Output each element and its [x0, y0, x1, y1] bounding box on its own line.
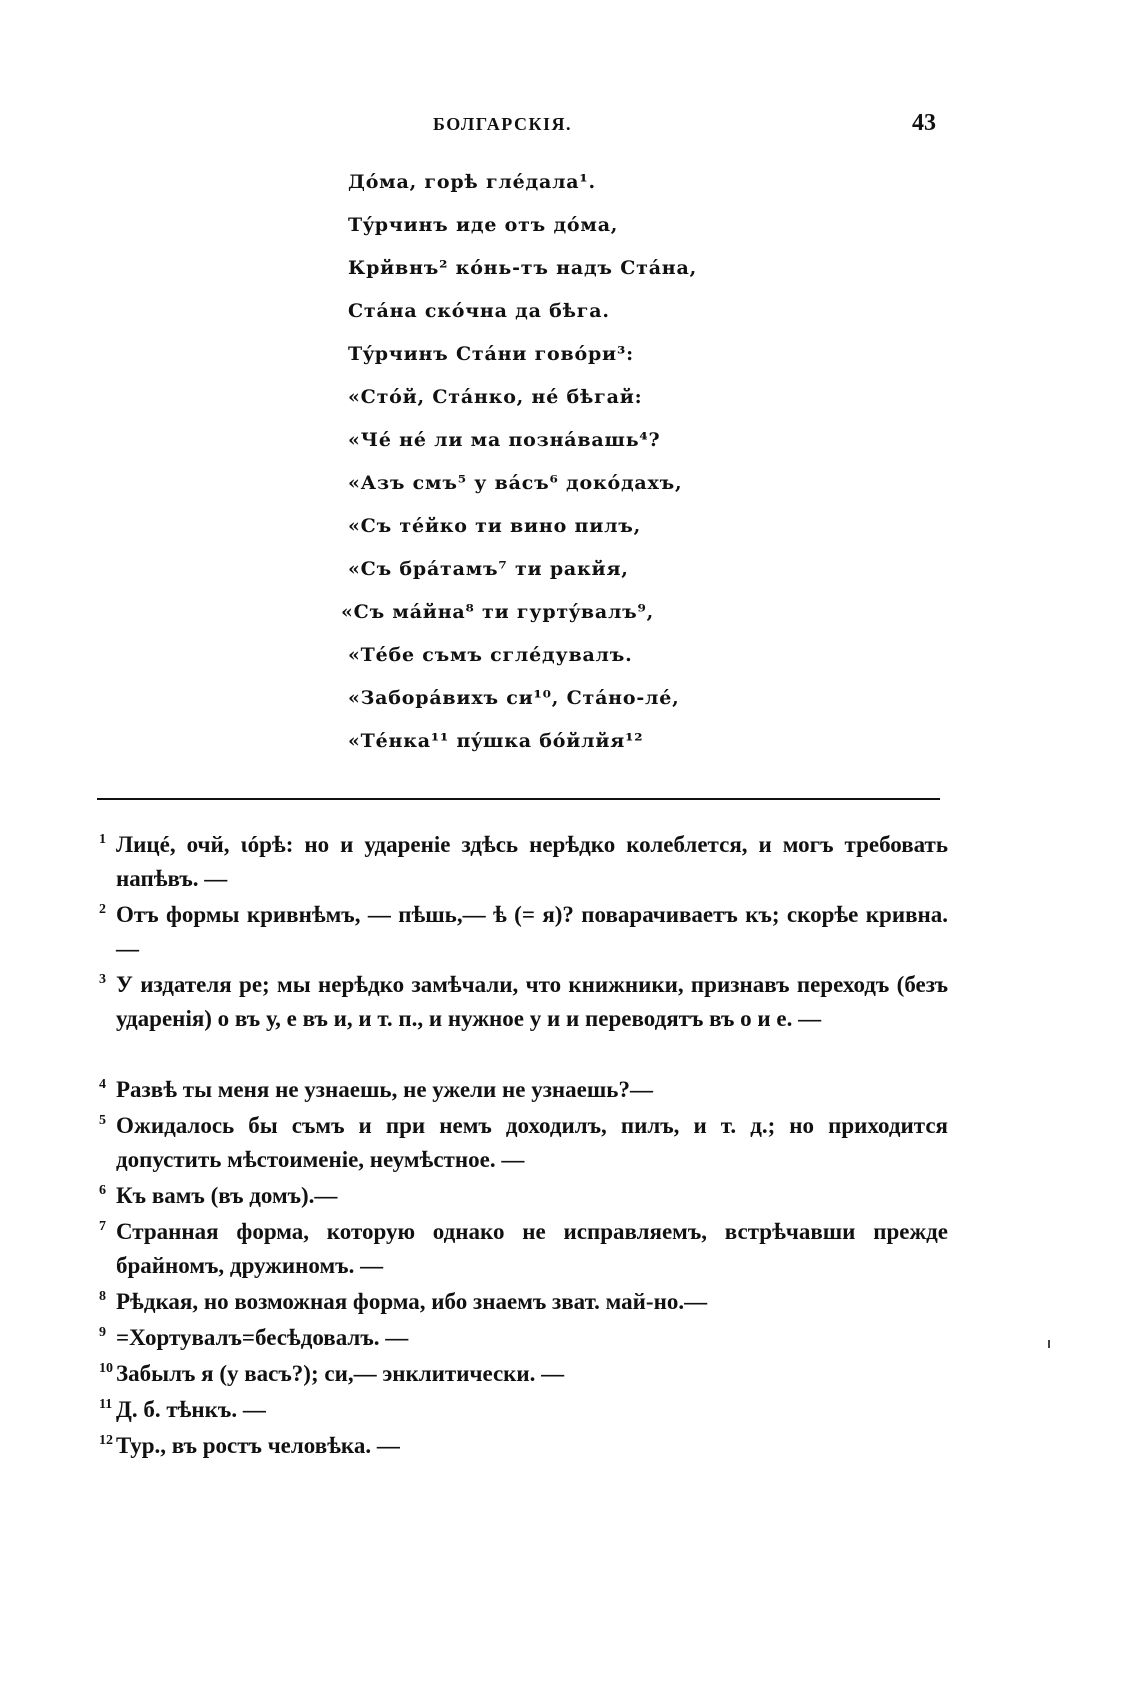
- stray-mark: [1048, 1340, 1050, 1348]
- footnote: [99, 1357, 948, 1391]
- footnote-text: Д. б. тѣнкъ. —: [116, 1397, 266, 1422]
- footnote-marker: 2: [99, 902, 106, 917]
- footnote-text: =Хортувалъ=бесѣдовалъ. —: [116, 1325, 409, 1350]
- footnote-marker: 9: [99, 1325, 106, 1340]
- footnote-text: Лицé, очй, ɩóрѣ: но и удареніе здѣсь нерѣдко колеблется, и могъ требовать напѣвъ. —: [116, 832, 948, 891]
- verse-line: «Тéнка¹¹ пýшка бóйлйя¹²: [348, 730, 644, 752]
- footnote: [99, 1215, 948, 1283]
- running-title: БОЛГАРСКІЯ.: [433, 114, 573, 134]
- footnote-marker: 4: [99, 1077, 106, 1092]
- footnote: [99, 898, 948, 966]
- verse-line: «Заборáвихъ си¹⁰, Стáно-лé,: [348, 687, 680, 709]
- footnote: [99, 1429, 948, 1463]
- footnote-marker: 5: [99, 1113, 106, 1128]
- footnote-marker: 6: [99, 1183, 106, 1198]
- footnote: [99, 1179, 948, 1213]
- footnote-marker: 3: [99, 972, 106, 987]
- footnote: [99, 1285, 948, 1319]
- footnote-text: Отъ формы кривнѣмъ, — пѣшь,— ѣ (= я)? поварачиваетъ къ; скорѣе кривна. —: [116, 902, 948, 961]
- footnote: [99, 828, 948, 896]
- verse-line: Тýрчинъ Стáни говóри³:: [348, 343, 634, 365]
- footnote-marker: 11: [99, 1397, 113, 1412]
- footnote-marker: 10: [99, 1361, 113, 1376]
- verse-line: «Съ тéйко ти вино пилъ,: [348, 515, 642, 537]
- footnote: [99, 1321, 948, 1355]
- verse-line: «Чé нé ли ма познáвашь⁴?: [348, 429, 661, 451]
- verse-line: «Азъ смъ⁵ у вáсъ⁶ докóдахъ,: [348, 472, 683, 494]
- page-number: 43: [912, 110, 936, 136]
- footnote: [99, 1073, 948, 1107]
- verse-line: Дóма, горѣ глéдала¹.: [348, 171, 596, 193]
- footnote-text: Рѣдкая, но возможная форма, ибо знаемъ зват. май-но.—: [116, 1289, 708, 1314]
- verse-line: «Съ брáтамъ⁷ ти ракйя,: [348, 558, 629, 580]
- footnote: [99, 1109, 948, 1177]
- footnote-text: Развѣ ты меня не узнаешь, не ужели не узнаешь?—: [116, 1077, 653, 1102]
- verse-line: «Стóй, Стáнко, нé бѣгай:: [348, 386, 643, 408]
- footnote: [99, 968, 948, 1036]
- verse-line: «Съ мáйна⁸ ти гуртýвалъ⁹,: [341, 601, 655, 623]
- footnote-marker: 12: [99, 1433, 113, 1448]
- footnote-text: Ожидалось бы съмъ и при немъ доходилъ, пилъ, и т. д.; но приходится допустить мѣстоименіе, неумѣстное. —: [116, 1113, 948, 1172]
- verse-line: Стáна скóчна да бѣга.: [348, 300, 610, 322]
- footnote-text: У издателя ре; мы нерѣдко замѣчали, что книжники, признавъ переходъ (безъ ударенія) о въ у, е въ и, и т. п., и нужное у и и переводятъ въ о и е. —: [116, 972, 948, 1031]
- footnote-marker: 7: [99, 1219, 106, 1234]
- footnote-marker: 1: [99, 832, 106, 847]
- footnote-text: Тур., въ ростъ человѣка. —: [116, 1433, 400, 1458]
- verse-line: Крйвнъ² кóнь-тъ надъ Стáна,: [348, 257, 698, 279]
- verse-line: Тýрчинъ иде отъ дóма,: [348, 214, 619, 236]
- footnote-text: Къ вамъ (въ домъ).—: [116, 1183, 338, 1208]
- footnote-text: Странная форма, которую однако не исправляемъ, встрѣчавши прежде брайномъ, дружиномъ. —: [116, 1219, 948, 1278]
- verse-line: «Тéбе съмъ сглéдувалъ.: [348, 644, 633, 666]
- footnote-text: Забылъ я (у васъ?); си,— энклитически. —: [116, 1361, 565, 1386]
- footnote-divider: [97, 798, 940, 800]
- footnote: [99, 1393, 948, 1427]
- footnote-marker: 8: [99, 1289, 106, 1304]
